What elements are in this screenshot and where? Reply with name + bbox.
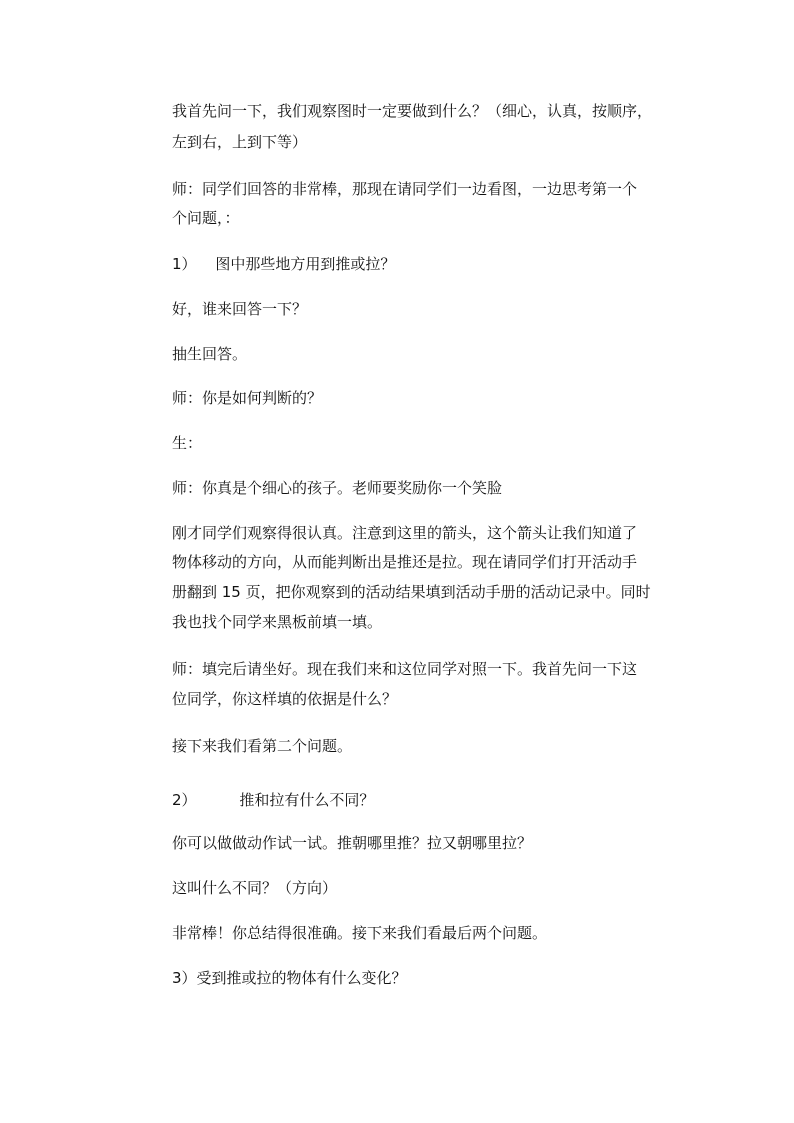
paragraph-line-6: 抽生回答。 [172,345,248,363]
question-1-text: 图中那些地方用到推或拉？ [215,255,396,273]
paragraph-line-16: 接下来我们看第二个问题。 [172,737,353,755]
paragraph-line-2: 左到右，上到下等） [172,133,308,151]
paragraph-line-4: 个问题，： [172,209,240,227]
question-1-number: 1） [172,255,197,273]
question-2-text: 推和拉有什么不同？ [239,791,375,809]
question-2-number: 2） [172,791,197,809]
paragraph-line-18: 这叫什么不同？（方向） [172,879,338,897]
paragraph-line-12: 册翻到 15 页，把你观察到的活动结果填到活动手册的活动记录中。同时 [172,583,651,601]
paragraph-line-7: 师：你是如何判断的？ [172,389,323,407]
question-3: 3）受到推或拉的物体有什么变化？ [172,969,407,987]
paragraph-line-8: 生： [172,434,203,452]
paragraph-line-19: 非常棒！你总结得很准确。接下来我们看最后两个问题。 [172,924,548,942]
paragraph-line-1: 我首先问一下，我们观察图时一定要做到什么？（细心，认真，按顺序， [172,102,653,120]
paragraph-line-13: 我也找个同学来黑板前填一填。 [172,613,383,631]
paragraph-line-5: 好，谁来回答一下？ [172,300,308,318]
paragraph-line-17: 你可以做做动作试一试。推朝哪里推？拉又朝哪里拉？ [172,834,533,852]
paragraph-line-14: 师：填完后请坐好。现在我们来和这位同学对照一下。我首先问一下这 [172,660,638,678]
paragraph-line-9: 师：你真是个细心的孩子。老师要奖励你一个笑脸 [172,479,503,497]
paragraph-line-11: 物体移动的方向，从而能判断出是推还是拉。现在请同学们打开活动手 [172,553,638,571]
paragraph-line-3: 师：同学们回答的非常棒，那现在请同学们一边看图，一边思考第一个 [172,180,638,198]
question-2 [172,790,374,810]
paragraph-line-15: 位同学，你这样填的依据是什么？ [172,690,398,708]
question-1 [172,254,395,274]
paragraph-line-10: 刚才同学们观察得很认真。注意到这里的箭头，这个箭头让我们知道了 [172,524,638,542]
